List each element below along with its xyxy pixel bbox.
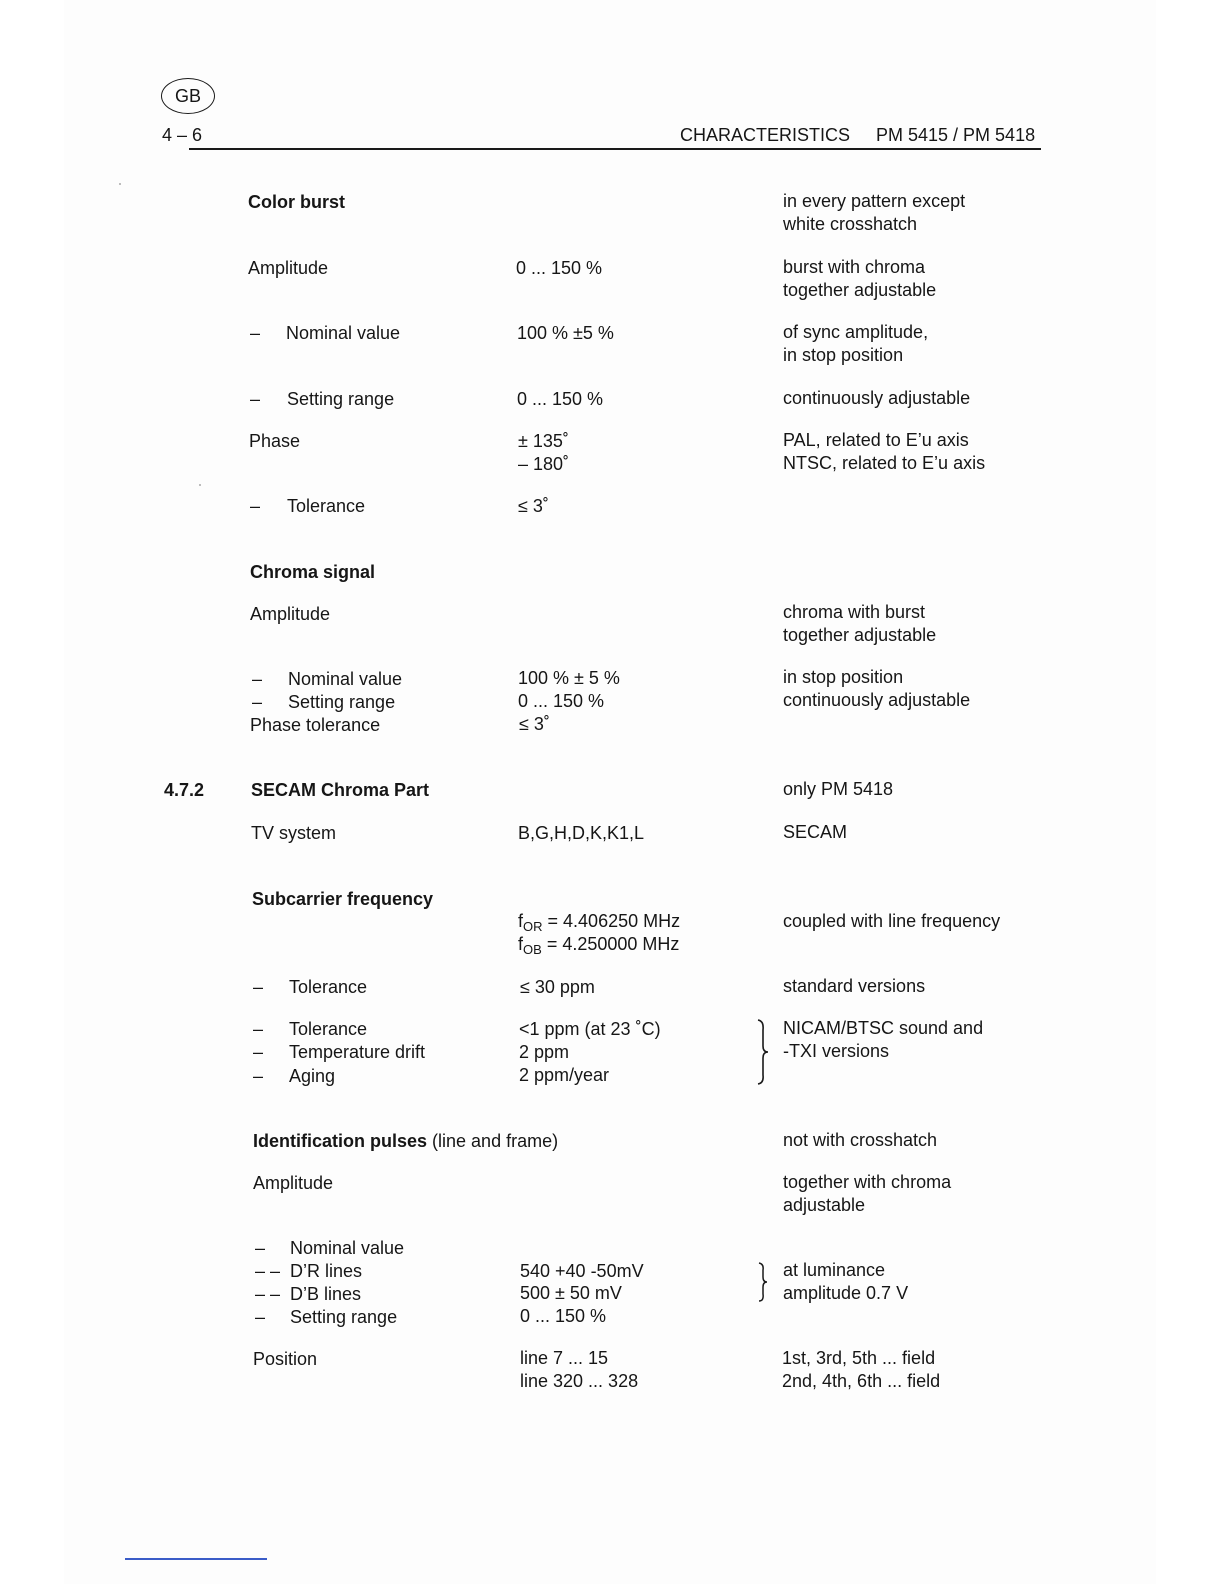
aging-label: Aging bbox=[289, 1066, 336, 1086]
chroma-nominal-label: Nominal value bbox=[288, 669, 403, 689]
position-label: Position bbox=[253, 1349, 318, 1369]
dr-lines-label: D’R lines bbox=[290, 1261, 363, 1281]
burst-nominal-value: 100 % ±5 % bbox=[517, 323, 614, 343]
header-rule bbox=[189, 148, 1041, 150]
subcarrier-note: coupled with line frequency bbox=[783, 911, 1001, 931]
nicam-tolerance-label: Tolerance bbox=[289, 1019, 368, 1039]
chroma-setting-label: Setting range bbox=[288, 692, 396, 712]
burst-setting-dash: – bbox=[250, 389, 261, 409]
chroma-nominal-dash: – bbox=[252, 669, 263, 689]
burst-amplitude-value: 0 ... 150 % bbox=[516, 258, 603, 278]
dr-lines-dash: – – bbox=[255, 1261, 281, 1281]
scan-speck bbox=[199, 484, 201, 486]
burst-amplitude-label: Amplitude bbox=[248, 258, 329, 278]
burst-nominal-note-2: in stop position bbox=[783, 345, 904, 365]
burst-tolerance-label: Tolerance bbox=[287, 496, 366, 516]
page-paper bbox=[64, 0, 1156, 1584]
burst-phase-value-2: – 180˚ bbox=[518, 454, 570, 474]
ident-nominal-dash: – bbox=[255, 1238, 266, 1258]
secam-heading: SECAM Chroma Part bbox=[251, 780, 430, 800]
ident-amplitude-note-1: together with chroma bbox=[783, 1172, 952, 1192]
ident-setting-dash: – bbox=[255, 1307, 266, 1327]
chroma-phase-tolerance-label: Phase tolerance bbox=[250, 715, 381, 735]
nicam-tolerance-value: <1 ppm (at 23 ˚C) bbox=[519, 1019, 661, 1039]
drift-value: 2 ppm bbox=[519, 1042, 570, 1062]
chroma-setting-value: 0 ... 150 % bbox=[518, 691, 605, 711]
burst-amplitude-note-1: burst with chroma bbox=[783, 257, 926, 277]
color-burst-note-1: in every pattern except bbox=[783, 191, 966, 211]
nicam-note-1: NICAM/BTSC sound and bbox=[783, 1018, 984, 1038]
nicam-note-2: -TXI versions bbox=[783, 1041, 890, 1061]
chroma-heading: Chroma signal bbox=[250, 562, 376, 582]
burst-setting-note: continuously adjustable bbox=[783, 388, 971, 408]
subcarrier-tolerance-note: standard versions bbox=[783, 976, 926, 996]
subcarrier-f-ob: $f_{OB} = 4.250000$ MHz bbox=[518, 934, 680, 957]
ident-amplitude-label: Amplitude bbox=[253, 1173, 334, 1193]
chroma-nominal-value: 100 % ± 5 % bbox=[518, 668, 620, 688]
tv-system-value: B,G,H,D,K,K1,L bbox=[518, 823, 645, 843]
tv-system-label: TV system bbox=[251, 823, 337, 843]
chroma-amplitude-note-2: together adjustable bbox=[783, 625, 937, 645]
db-lines-dash: – – bbox=[255, 1284, 281, 1304]
page-number: 4 – 6 bbox=[162, 125, 203, 145]
subcarrier-tolerance-dash: – bbox=[253, 977, 264, 997]
subcarrier-heading: Subcarrier frequency bbox=[252, 889, 434, 909]
db-lines-value: 500 ± 50 mV bbox=[520, 1283, 622, 1303]
chroma-setting-note: continuously adjustable bbox=[783, 690, 971, 710]
nicam-tolerance-dash: – bbox=[253, 1019, 264, 1039]
chroma-nominal-note: in stop position bbox=[783, 667, 904, 687]
ident-heading: Identification pulses (line and frame) bbox=[253, 1131, 559, 1151]
chroma-phase-tolerance-value: ≤ 3˚ bbox=[519, 714, 550, 734]
burst-phase-value-1: ± 135˚ bbox=[518, 431, 569, 451]
position-note-2: 2nd, 4th, 6th ... field bbox=[782, 1371, 941, 1391]
ident-nominal-label: Nominal value bbox=[290, 1238, 405, 1258]
burst-setting-value: 0 ... 150 % bbox=[517, 389, 604, 409]
burst-tolerance-dash: – bbox=[250, 496, 261, 516]
dr-lines-value: 540 +40 -50mV bbox=[520, 1261, 644, 1281]
burst-nominal-note-1: of sync amplitude, bbox=[783, 322, 929, 342]
drift-label: Temperature drift bbox=[289, 1042, 426, 1062]
chroma-amplitude-label: Amplitude bbox=[250, 604, 331, 624]
aging-dash: – bbox=[253, 1066, 264, 1086]
tv-system-note: SECAM bbox=[783, 822, 848, 842]
position-note-1: 1st, 3rd, 5th ... field bbox=[782, 1348, 936, 1368]
drift-dash: – bbox=[253, 1042, 264, 1062]
burst-nominal-label: Nominal value bbox=[286, 323, 401, 343]
burst-setting-label: Setting range bbox=[287, 389, 395, 409]
right-brace-icon bbox=[755, 1018, 771, 1086]
color-burst-note-2: white crosshatch bbox=[783, 214, 918, 234]
subcarrier-f-or: $f_{OR} = 4.406250$ MHz bbox=[518, 911, 681, 934]
right-brace-icon bbox=[756, 1261, 770, 1303]
aging-value: 2 ppm/year bbox=[519, 1065, 610, 1085]
burst-nominal-dash: – bbox=[250, 323, 261, 343]
subcarrier-tolerance-value: ≤ 30 ppm bbox=[520, 977, 595, 997]
secam-note: only PM 5418 bbox=[783, 779, 894, 799]
language-badge: GB bbox=[161, 78, 215, 114]
burst-phase-note-1: PAL, related to E’u axis bbox=[783, 430, 969, 450]
burst-amplitude-note-2: together adjustable bbox=[783, 280, 937, 300]
ident-setting-label: Setting range bbox=[290, 1307, 398, 1327]
subcarrier-tolerance-label: Tolerance bbox=[289, 977, 368, 997]
scan-speck bbox=[119, 183, 121, 185]
chroma-setting-dash: – bbox=[252, 692, 263, 712]
color-burst-heading: Color burst bbox=[248, 192, 345, 212]
db-lines-label: D’B lines bbox=[290, 1284, 362, 1304]
model-number: PM 5415 / PM 5418 bbox=[876, 125, 1036, 145]
burst-phase-label: Phase bbox=[249, 431, 301, 451]
chroma-amplitude-note-1: chroma with burst bbox=[783, 602, 926, 622]
ident-amplitude-note-2: adjustable bbox=[783, 1195, 866, 1215]
ident-group-note-2: amplitude 0.7 V bbox=[783, 1283, 909, 1303]
ident-setting-value: 0 ... 150 % bbox=[520, 1306, 607, 1326]
section-title: CHARACTERISTICS bbox=[680, 125, 851, 145]
ident-group-note-1: at luminance bbox=[783, 1260, 886, 1280]
section-number: 4.7.2 bbox=[164, 780, 205, 800]
burst-tolerance-value: ≤ 3˚ bbox=[518, 496, 549, 516]
burst-phase-note-2: NTSC, related to E’u axis bbox=[783, 453, 986, 473]
position-value-2: line 320 ... 328 bbox=[520, 1371, 639, 1391]
footer-line bbox=[125, 1558, 267, 1560]
position-value-1: line 7 ... 15 bbox=[520, 1348, 609, 1368]
ident-note: not with crosshatch bbox=[783, 1130, 938, 1150]
